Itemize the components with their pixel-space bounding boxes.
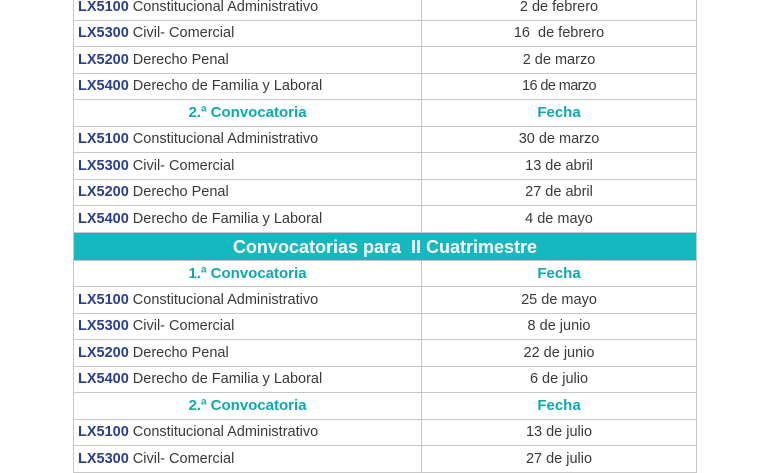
convocatoria-header — [74, 261, 422, 287]
course-subject: Derecho de Familia y Laboral — [132, 78, 323, 95]
fecha-header — [422, 261, 696, 287]
table-row — [74, 0, 696, 21]
course-code: LX5300 — [78, 25, 129, 42]
fecha-header — [422, 100, 696, 126]
fecha-label: Fecha — [537, 104, 581, 122]
date-cell: 6 de julio — [529, 371, 589, 388]
convocatoria-label: 2.ª Convocatoria — [188, 104, 307, 122]
section-header-row — [74, 100, 696, 127]
table-row — [74, 47, 696, 74]
fecha-label: Fecha — [537, 397, 581, 415]
course-code: LX5100 — [78, 131, 129, 148]
table-row — [74, 287, 696, 314]
course-cell — [74, 367, 422, 393]
course-code: LX5100 — [78, 424, 129, 441]
course-subject: Derecho Penal — [132, 344, 229, 361]
semester-banner — [74, 233, 696, 261]
course-subject: Constitucional Administrativo — [132, 131, 319, 148]
fecha-label: Fecha — [537, 264, 581, 282]
date-cell: 30 de marzo — [518, 131, 600, 148]
course-cell — [74, 420, 422, 446]
date-cell: 22 de junio — [523, 344, 595, 361]
course-subject: Civil- Comercial — [132, 25, 235, 42]
course-subject: Constitucional Administrativo — [132, 424, 319, 441]
course-code: LX5300 — [78, 450, 129, 467]
course-code: LX5400 — [78, 371, 129, 388]
course-code: LX5300 — [78, 157, 129, 174]
date-cell: 13 de abril — [525, 157, 593, 174]
date-cell: 16 de febrero — [513, 25, 605, 42]
banner-title: Convocatorias para II Cuatrimestre — [232, 236, 538, 257]
course-code: LX5200 — [78, 51, 129, 68]
convocatoria-header — [74, 393, 422, 419]
course-cell — [74, 127, 422, 153]
course-subject: Constitucional Administrativo — [132, 0, 319, 15]
course-code: LX5400 — [78, 210, 129, 227]
course-subject: Civil- Comercial — [132, 157, 235, 174]
course-cell — [74, 180, 422, 206]
course-cell — [74, 446, 422, 472]
course-cell — [74, 206, 422, 232]
section-header-row — [74, 393, 696, 420]
course-cell — [74, 340, 422, 366]
convocatoria-header — [74, 100, 422, 126]
course-subject: Derecho Penal — [132, 184, 229, 201]
date-cell: 8 de junio — [527, 318, 591, 335]
course-cell — [74, 287, 422, 313]
course-subject: Derecho Penal — [132, 51, 229, 68]
course-code: LX5300 — [78, 318, 129, 335]
course-code: LX5100 — [78, 291, 129, 308]
course-code: LX5400 — [78, 78, 129, 95]
table-row — [74, 74, 696, 101]
course-cell — [74, 0, 422, 20]
course-subject: Derecho de Familia y Laboral — [132, 210, 323, 227]
table-row — [74, 420, 696, 447]
date-cell: 27 de abril — [525, 184, 593, 201]
course-subject: Civil- Comercial — [132, 450, 235, 467]
table-row — [74, 127, 696, 154]
date-cell: 25 de mayo — [521, 291, 597, 308]
date-cell: 2 de febrero — [519, 0, 599, 15]
table-row — [74, 340, 696, 367]
course-subject: Civil- Comercial — [132, 318, 235, 335]
date-cell: 13 de julio — [525, 424, 593, 441]
table-row — [74, 314, 696, 341]
table-row — [74, 180, 696, 207]
section-header-row — [74, 261, 696, 288]
course-subject: Constitucional Administrativo — [132, 291, 319, 308]
date-cell: 2 de marzo — [522, 51, 596, 68]
date-cell: 27 de julio — [525, 450, 593, 467]
course-cell — [74, 153, 422, 179]
course-cell — [74, 21, 422, 47]
table-row — [74, 367, 696, 394]
table-row — [74, 446, 696, 473]
course-code: LX5200 — [78, 184, 129, 201]
course-cell — [74, 74, 422, 100]
date-cell: 16 de marzo — [522, 78, 596, 95]
table-row — [74, 153, 696, 180]
table-row — [74, 206, 696, 233]
course-code: LX5200 — [78, 344, 129, 361]
convocatoria-label: 1.ª Convocatoria — [188, 264, 307, 282]
fecha-header — [422, 393, 696, 419]
convocatoria-label: 2.ª Convocatoria — [188, 397, 307, 415]
exam-schedule-table — [73, 0, 697, 473]
course-cell — [74, 314, 422, 340]
table-row — [74, 21, 696, 48]
date-cell: 4 de mayo — [525, 210, 593, 227]
course-code: LX5100 — [78, 0, 129, 15]
course-subject: Derecho de Familia y Laboral — [132, 371, 323, 388]
course-cell — [74, 47, 422, 73]
